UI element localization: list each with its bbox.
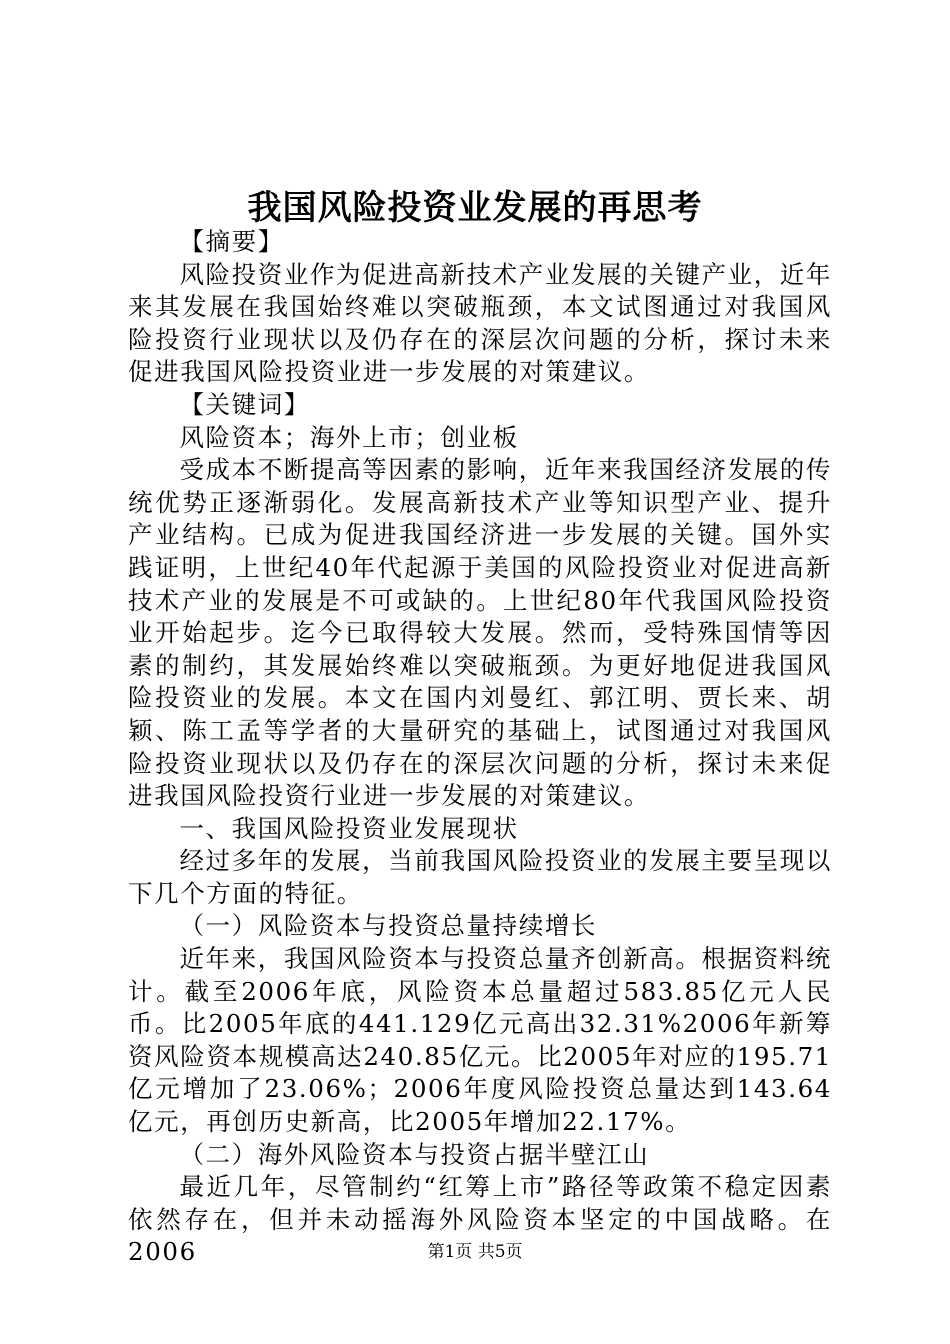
page-footer: 第1页 共5页 [427, 1242, 523, 1262]
subsection-heading: （二）海外风险资本与投资占据半壁江山 [179, 1139, 650, 1169]
document-body [128, 226, 832, 1269]
body-paragraph: 经过多年的发展，当前我国风险投资业的发展主要呈现以下几个方面的特征。 [128, 846, 832, 908]
subsection-heading: （一）风险资本与投资总量持续增长 [179, 911, 598, 941]
section-heading: 一、我国风险投资业发展现状 [179, 813, 519, 843]
abstract-label: 【摘要】 [179, 227, 284, 256]
intro-paragraph: 受成本不断提高等因素的影响，近年来我国经济发展的传统优势正逐渐弱化。发展高新技术产业等知识型产业、提升产业结构。已成为促进我国经济进一步发展的关键。国外实践证明，上世纪40年代起源于美国的风险投资业对促进高新技术产业的发展是不可或缺的。上世纪80年代我国风险投资业开始起步。迄今已取得较大发展。然而，受特殊国情等因素的制约，其发展始终难以突破瓶颈。为更好地促进我国风险投资业的发展。本文在国内刘曼红、郭江明、贾长来、胡颖、陈工孟等学者的大量研究的基础上，试图通过对我国风险投资业现状以及仍存在的深层次问题的分析，探讨未来促进我国风险投资行业进一步发展的对策建议。 [128, 455, 832, 811]
keywords-paragraph: 风险资本；海外上市；创业板 [179, 422, 519, 452]
body-paragraph: 近年来，我国风险资本与投资总量齐创新高。根据资料统计。截至2006年底，风险资本总量超过583.85亿元人民币。比2005年底的441.129亿元高出32.31%2006年新筹资风险资本规模高达240.85亿元。比2005年对应的195.71亿元增加了23.06%；2006年度风险投资总量达到143.64亿元，再创历史新高，比2005年增加22.17%。 [128, 944, 832, 1137]
body-paragraph: 最近几年，尽管制约“红筹上市”路径等政策不稳定因素依然存在，但并未动摇海外风险资本坚定的中国战略。在2006 [128, 1172, 832, 1267]
keywords-label: 【关键词】 [179, 389, 310, 419]
abstract-paragraph: 风险投资业作为促进高新技术产业发展的关键产业，近年来其发展在我国始终难以突破瓶颈，本文试图通过对我国风险投资行业现状以及仍存在的深层次问题的分析，探讨未来促进我国风险投资业进一步发展的对策建议。 [128, 259, 832, 387]
document-title: 我国风险投资业发展的再思考 [247, 188, 703, 228]
